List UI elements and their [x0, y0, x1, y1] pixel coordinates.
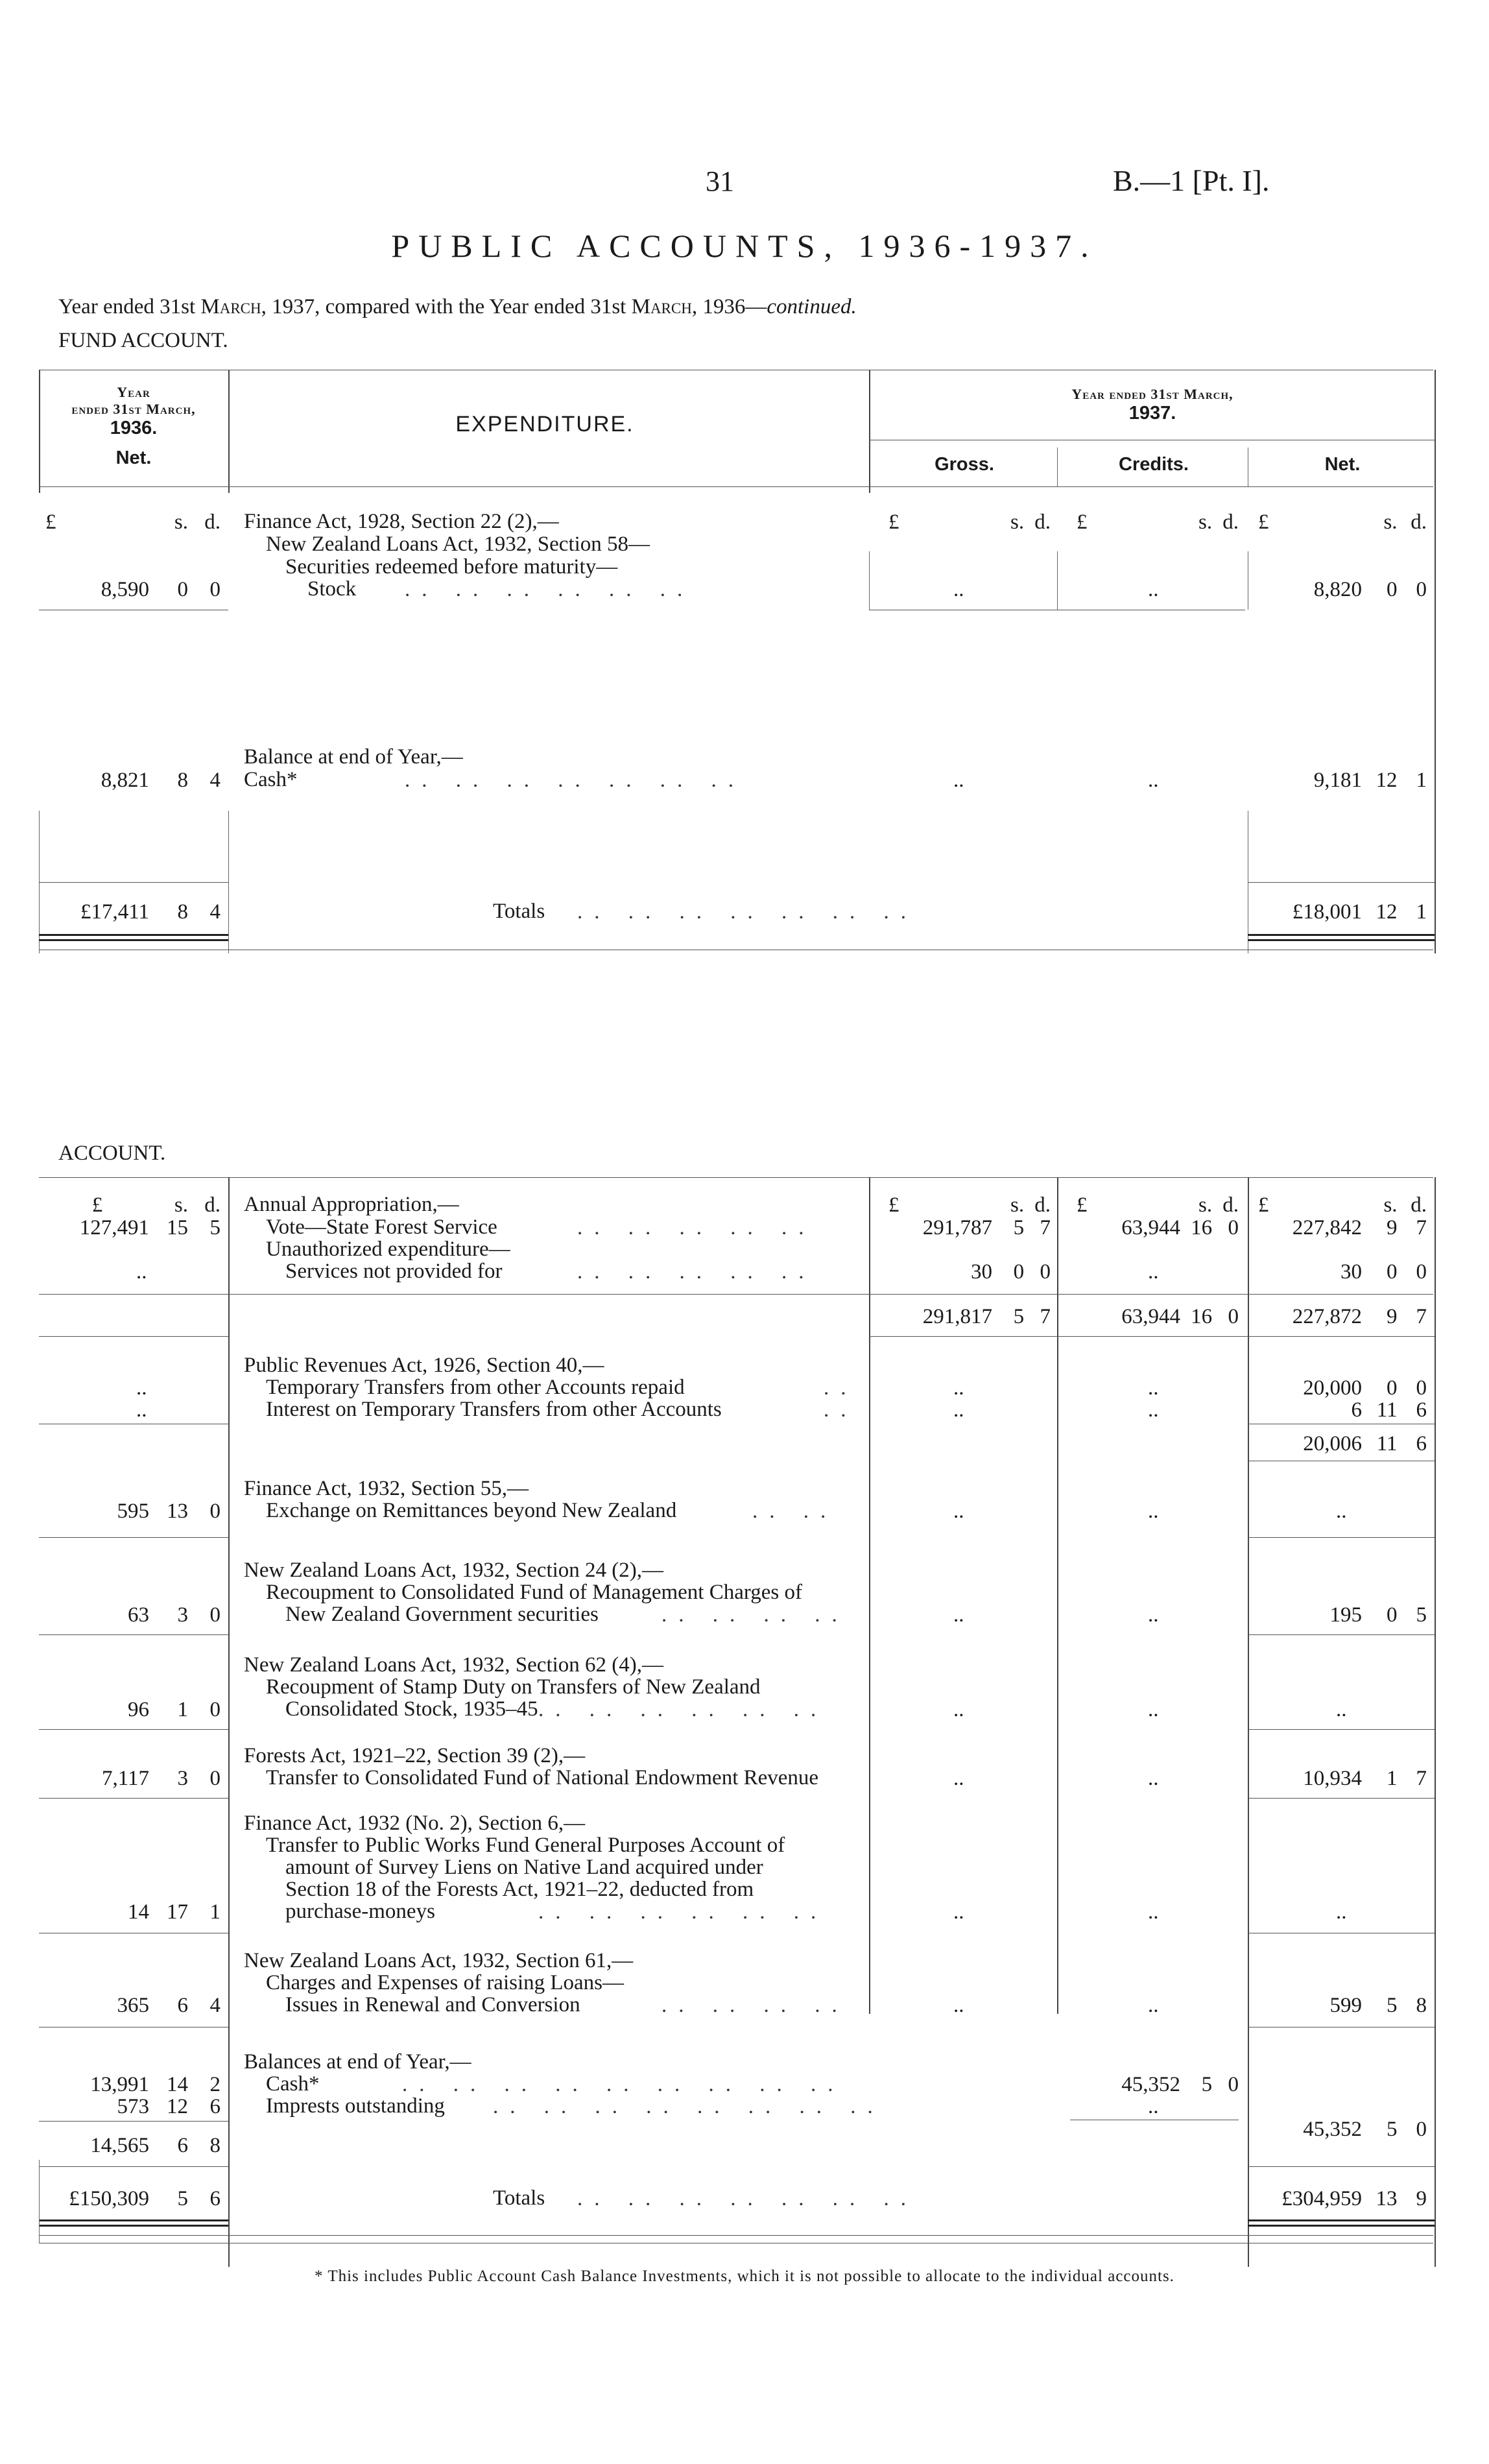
leader-dots: .. .. .. .. .. .. — [538, 1698, 828, 1721]
row-subheading: Unauthorized expenditure— — [266, 1238, 510, 1261]
row-label: Imprests outstanding — [266, 2094, 445, 2118]
row-label: Issues in Renewal and Conversion — [285, 1993, 580, 2016]
net-value: 227,842 9 7 — [1292, 1216, 1427, 1239]
prev-net-value: 595 13 0 — [117, 1500, 220, 1523]
row-heading: Finance Act, 1928, Section 22 (2),— — [244, 510, 559, 533]
gross-value: .. — [953, 769, 964, 792]
credits-value: .. — [1148, 1398, 1159, 1422]
row-label: Services not provided for — [285, 1260, 503, 1283]
gross-value: .. — [953, 578, 964, 601]
gross-value: .. — [953, 1767, 964, 1790]
prev-net-value: 365 6 4 — [117, 1994, 220, 2017]
col-prev-year-l2: ended 31st March, — [71, 401, 196, 417]
leader-dots: .. .. .. .. — [661, 1994, 849, 2017]
row-subheading: New Zealand Loans Act, 1932, Section 58— — [266, 532, 650, 556]
row-heading: Finance Act, 1932, Section 55,— — [244, 1477, 529, 1500]
leader-dots: .. .. .. .. .. — [577, 1260, 816, 1284]
credits-value: .. — [1148, 1698, 1159, 1721]
units-net: £ s. d. — [1258, 1193, 1427, 1217]
totals-net: £304,959 13 9 — [1281, 2187, 1427, 2210]
leader-dots: .. .. .. .. .. .. .. — [577, 900, 918, 924]
prev-net-value: .. — [136, 1260, 147, 1284]
gross-value: .. — [953, 1398, 964, 1422]
row-label: purchase-moneys — [285, 1900, 435, 1923]
row-label: Temporary Transfers from other Accounts repaid — [266, 1376, 685, 1399]
units-prev: £ s. d. — [91, 1193, 220, 1217]
net-value: 30 0 0 — [1340, 1260, 1427, 1284]
net-value: 9,181 12 1 — [1313, 769, 1427, 792]
row-heading: Balances at end of Year,— — [244, 2050, 471, 2074]
units-prev: £ s. d. — [45, 510, 220, 534]
row-label: New Zealand Government securities — [285, 1603, 599, 1626]
net-value: 45,352 5 0 — [1303, 2118, 1427, 2141]
credits-value: .. — [1148, 1994, 1159, 2017]
row-subheading: Securities redeemed before maturity— — [285, 555, 618, 579]
gross-value: .. — [953, 1994, 964, 2017]
gross-value: .. — [953, 1900, 964, 1924]
row-label: Consolidated Stock, 1935–45 — [285, 1697, 538, 1721]
leader-dots: .. .. .. .. .. — [577, 1216, 816, 1239]
net-value: .. — [1336, 1900, 1347, 1924]
credits-value: .. — [1148, 769, 1159, 792]
prev-net-value: .. — [136, 1398, 147, 1422]
net-value: 6 11 6 — [1351, 1398, 1427, 1422]
leader-dots: .. .. — [752, 1500, 838, 1523]
section-title-fund-account: FUND ACCOUNT. — [58, 329, 228, 352]
credits-value: .. — [1148, 1376, 1159, 1400]
leader-dots: .. .. .. .. .. .. .. — [577, 2187, 918, 2210]
col-credits: Credits. — [1119, 454, 1189, 475]
row-heading: New Zealand Loans Act, 1932, Section 24 (2),— — [244, 1559, 664, 1582]
gross-value: 30 0 0 — [971, 1260, 1051, 1284]
leader-dots: .. .. .. .. .. .. — [405, 578, 695, 601]
leader-dots: .. .. .. .. .. .. .. — [405, 769, 745, 792]
prev-net-value: 96 1 0 — [128, 1698, 220, 1721]
net-subtotal: 227,872 9 7 — [1292, 1305, 1427, 1328]
row-label: Section 18 of the Forests Act, 1921–22, deducted from — [285, 1878, 754, 1901]
col-prev-year-l1: Year — [117, 384, 150, 400]
row-heading: New Zealand Loans Act, 1932, Section 61,— — [244, 1949, 634, 1972]
prev-net-value: .. — [136, 1376, 147, 1400]
row-heading: Public Revenues Act, 1926, Section 40,— — [244, 1354, 604, 1377]
totals-label: Totals — [493, 2186, 545, 2210]
gross-value: .. — [953, 1603, 964, 1627]
net-value: 8,820 0 0 — [1313, 578, 1427, 601]
credits-value: 45,352 5 0 — [1121, 2073, 1239, 2096]
row-label: Transfer to Consolidated Fund of National Endowment Revenue — [266, 1766, 819, 1789]
col-current-year: 1937. — [1128, 403, 1176, 424]
prev-net-value: 8,590 0 0 — [101, 578, 220, 601]
prev-net-value: 14 17 1 — [128, 1900, 220, 1924]
col-current-year-l1: Year ended 31st March, — [1071, 386, 1233, 402]
section-title-account: ACCOUNT. — [58, 1142, 166, 1165]
units-credits: £ s. d. — [1077, 510, 1239, 534]
totals-net: £18,001 12 1 — [1292, 900, 1427, 924]
net-value: 195 0 5 — [1329, 1603, 1427, 1627]
row-label: Transfer to Public Works Fund General Purposes Account of — [266, 1834, 785, 1857]
leader-dots: .. — [824, 1376, 858, 1400]
gross-subtotal: 291,817 5 7 — [922, 1305, 1051, 1328]
units-net: £ s. d. — [1258, 510, 1427, 534]
col-gross: Gross. — [935, 454, 994, 475]
prev-net-value: 63 3 0 — [128, 1603, 220, 1627]
net-value: .. — [1336, 1698, 1347, 1721]
totals-label: Totals — [493, 900, 545, 923]
gross-value: 291,787 5 7 — [922, 1216, 1051, 1239]
leader-dots: .. .. .. .. .. .. .. .. .. — [402, 2073, 845, 2096]
page-title: PUBLIC ACCOUNTS, 1936-1937. — [391, 228, 1098, 264]
row-heading: New Zealand Loans Act, 1932, Section 62 (4),— — [244, 1653, 664, 1677]
totals-prev: £17,411 8 4 — [80, 900, 220, 924]
credits-value: .. — [1148, 1767, 1159, 1790]
row-label: Cash* — [266, 2072, 320, 2096]
row-label: Recoupment to Consolidated Fund of Management Charges of — [266, 1581, 802, 1604]
net-value: 599 5 8 — [1329, 1994, 1427, 2017]
page-subtitle: Year ended 31st March, 1937, compared with the Year ended 31st March, 1936—continued. — [58, 295, 857, 318]
row-label: Cash* — [244, 768, 298, 791]
row-label: Charges and Expenses of raising Loans— — [266, 1971, 625, 1994]
credits-value: .. — [1148, 1260, 1159, 1284]
net-value: 10,934 1 7 — [1303, 1767, 1427, 1790]
net-subtotal: 20,006 11 6 — [1303, 1432, 1427, 1455]
leader-dots: .. — [824, 1398, 858, 1422]
gross-value: .. — [953, 1376, 964, 1400]
prev-net-value: 573 12 6 — [117, 2095, 220, 2118]
credits-value: .. — [1148, 578, 1159, 601]
credits-value: .. — [1148, 2095, 1159, 2118]
credits-value: .. — [1148, 1500, 1159, 1523]
units-credits: £ s. d. — [1077, 1193, 1239, 1217]
credits-value: .. — [1148, 1900, 1159, 1924]
row-label: Interest on Temporary Transfers from other Accounts — [266, 1398, 722, 1421]
col-expenditure: EXPENDITURE. — [455, 412, 634, 437]
credits-value: 63,944 16 0 — [1121, 1216, 1239, 1239]
row-label: Vote—State Forest Service — [266, 1215, 497, 1239]
row-label: Exchange on Remittances beyond New Zealand — [266, 1499, 677, 1522]
document-reference: B.—1 [Pt. I]. — [1113, 164, 1270, 197]
row-heading: Balance at end of Year,— — [244, 745, 463, 769]
leader-dots: .. .. .. .. .. .. — [538, 1900, 828, 1924]
prev-net-value: 127,491 15 5 — [79, 1216, 220, 1239]
gross-value: .. — [953, 1500, 964, 1523]
prev-net-subtotal: 14,565 6 8 — [90, 2134, 220, 2157]
gross-value: .. — [953, 1698, 964, 1721]
col-prev-year: 1936. — [110, 418, 158, 438]
page-number: 31 — [706, 165, 734, 197]
totals-prev: £150,309 5 6 — [69, 2187, 220, 2210]
credits-subtotal: 63,944 16 0 — [1121, 1305, 1239, 1328]
row-heading: Finance Act, 1932 (No. 2), Section 6,— — [244, 1812, 586, 1835]
row-heading: Forests Act, 1921–22, Section 39 (2),— — [244, 1744, 586, 1767]
col-prev-net: Net. — [115, 448, 152, 468]
row-label: Stock — [307, 577, 357, 601]
row-label: amount of Survey Liens on Native Land acquired under — [285, 1856, 763, 1879]
prev-net-value: 7,117 3 0 — [101, 1767, 220, 1790]
col-net: Net. — [1324, 454, 1361, 475]
row-heading: Annual Appropriation,— — [244, 1193, 459, 1216]
units-gross: £ s. d. — [888, 510, 1051, 534]
net-value: .. — [1336, 1500, 1347, 1523]
row-label: Recoupment of Stamp Duty on Transfers of New Zealand — [266, 1675, 761, 1699]
credits-value: .. — [1148, 1603, 1159, 1627]
units-gross: £ s. d. — [888, 1193, 1051, 1217]
prev-net-value: 13,991 14 2 — [90, 2073, 220, 2096]
leader-dots: .. .. .. .. .. .. .. .. — [493, 2095, 885, 2118]
net-value: 20,000 0 0 — [1303, 1376, 1427, 1400]
prev-net-value: 8,821 8 4 — [101, 769, 220, 792]
footnote: * This includes Public Account Cash Balance Investments, which it is not possible to allocate to the individual accounts. — [315, 2267, 1174, 2285]
leader-dots: .. .. .. .. — [661, 1603, 849, 1627]
